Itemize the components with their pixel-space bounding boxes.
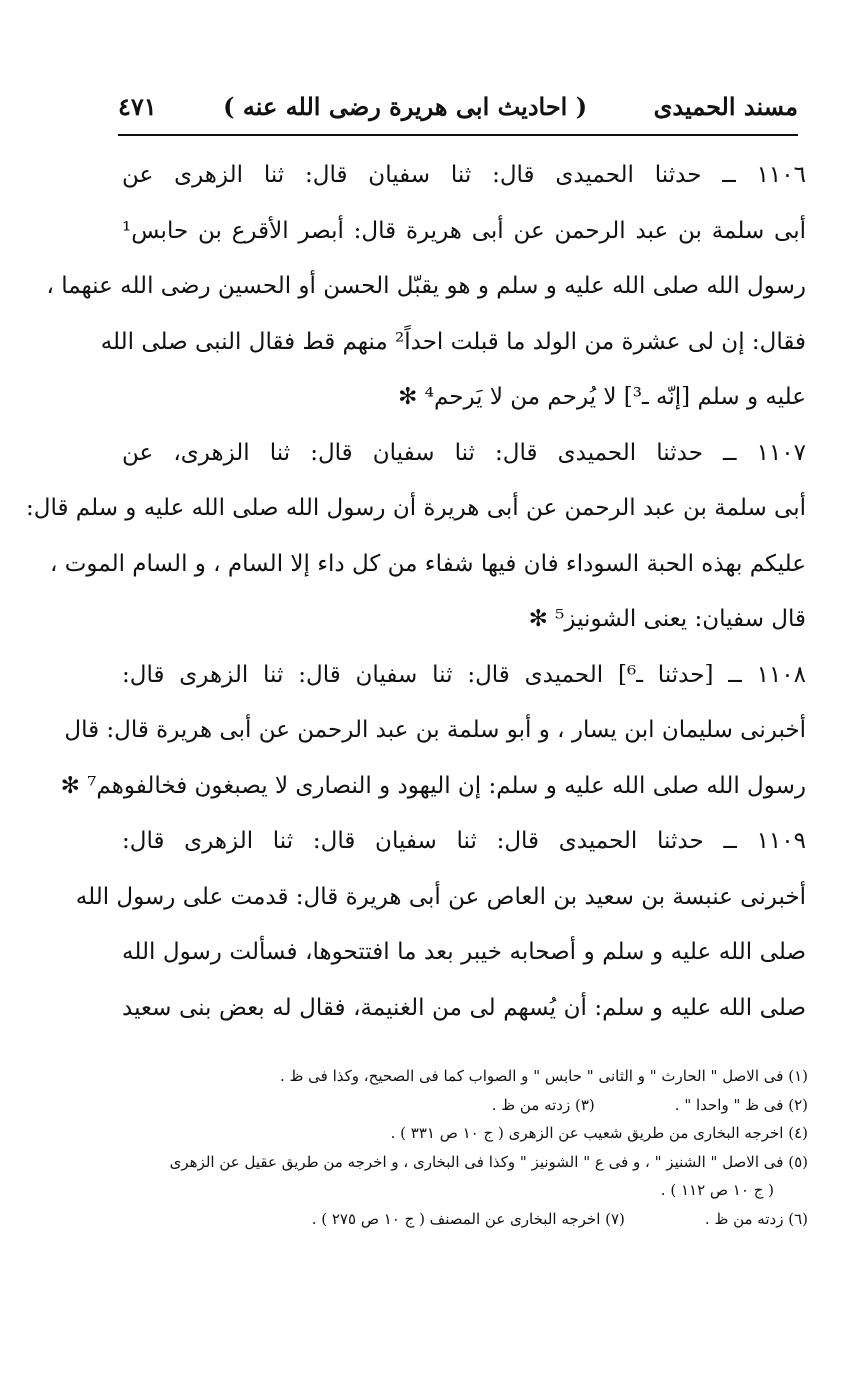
text-line: عليكم بهذه الحبة السوداء فان فيها شفاء من كل داء إلا السام ، و السام الموت ، bbox=[50, 550, 806, 577]
text-line: ١١٠٦ ــ حدثنا الحميدى قال: ثنا سفيان قال: ثنا الزهرى عن bbox=[122, 162, 806, 188]
text-line: صلى الله عليه و سلم: أن يُسهم لى من الغنيمة، فقال له بعض بنى سعيد bbox=[122, 994, 806, 1021]
footnote: (٤) اخرجه البخارى من طريق شعيب عن الزهرى ( ج ١٠ ص ٣٣١ ) . bbox=[390, 1124, 808, 1142]
footnote: (١) فى الاصل " الحارث " و الثانى " حابس " و الصواب كما فى الصحيح، وكذا فى ظ . bbox=[279, 1067, 808, 1085]
footnote: (٣) زدته من ظ . bbox=[491, 1095, 595, 1114]
footnote-row bbox=[128, 1091, 808, 1120]
page-number: ٤٧١ bbox=[118, 91, 157, 121]
section-title: ( احاديث ابى هريرة رضى الله عنه ) bbox=[223, 91, 588, 121]
text-line: ١١٠٧ ــ حدثنا الحميدى قال: ثنا سفيان قال: ثنا الزهرى، عن bbox=[122, 439, 807, 466]
footnote: ( ج ١٠ ص ١١٢ ) . bbox=[660, 1181, 774, 1199]
book-title: مسند الحميدى bbox=[653, 91, 798, 121]
text-line: رسول الله صلى الله عليه و سلم و هو يقبّل الحسن أو الحسين رضى الله عنهما ، bbox=[46, 273, 806, 299]
text-line: ١١٠٨ ــ [حدثنا ـ⁶] الحميدى قال: ثنا سفيان قال: ثنا الزهرى قال: bbox=[122, 661, 807, 688]
text-line: رسول الله صلى الله عليه و سلم: إن اليهود و النصارى لا يصبغون فخالفوهم⁷ ✻ bbox=[60, 772, 806, 799]
footnote: (٢) فى ظ " واحدا " . bbox=[674, 1095, 808, 1114]
text-line: عليه و سلم [إنّه ـ³] لا يُرحم من لا يَرحم⁴ ✻ bbox=[398, 384, 806, 410]
footnote: (٦) زدته من ظ . bbox=[704, 1209, 808, 1228]
running-header bbox=[118, 84, 798, 128]
text-line: صلى الله عليه و سلم و أصحابه خيبر بعد ما افتتحوها، فسألت رسول الله bbox=[122, 939, 806, 965]
text-line: أبى سلمة بن عبد الرحمن عن أبى هريرة أن رسول الله صلى الله عليه و سلم قال: bbox=[26, 495, 806, 521]
hadith-text bbox=[26, 148, 807, 1036]
text-line: فقال: إن لى عشرة من الولد ما قبلت احداً² منهم قط فقال النبى صلى الله bbox=[100, 328, 806, 355]
text-line: أبى سلمة بن عبد الرحمن عن أبى هريرة قال: أبصر الأقرع بن حابس¹ bbox=[122, 217, 806, 244]
header-divider bbox=[118, 134, 798, 136]
footnote: (٥) فى الاصل " الشنيز " ، و فى ع " الشونيز " وكذا فى البخارى ، و اخرجه من طريق عقيل عن الزهرى bbox=[169, 1152, 808, 1171]
text-line: قال سفيان: يعنى الشونيز⁵ ✻ bbox=[528, 606, 806, 632]
text-line: ١١٠٩ ــ حدثنا الحميدى قال: ثنا سفيان قال: ثنا الزهرى قال: bbox=[122, 828, 806, 854]
footnote: (٧) اخرجه البخارى عن المصنف ( ج ١٠ ص ٢٧٥ ) . bbox=[311, 1209, 625, 1228]
footnotes bbox=[128, 1062, 808, 1233]
text-line: أخبرنى عنبسة بن سعيد بن العاص عن أبى هريرة قال: قدمت على رسول الله bbox=[75, 883, 806, 910]
footnote-row bbox=[128, 1205, 808, 1234]
text-line: أخبرنى سليمان ابن يسار ، و أبو سلمة بن عبد الرحمن عن أبى هريرة قال: قال bbox=[64, 717, 806, 743]
